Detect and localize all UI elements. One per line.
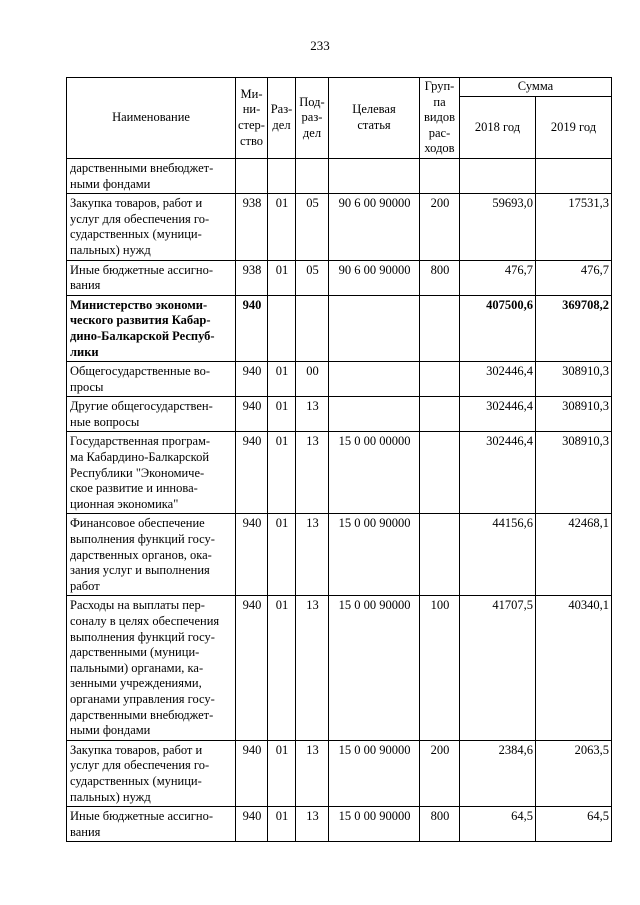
section-cell (268, 295, 296, 361)
sum-2019-cell: 369708,2 (536, 295, 612, 361)
name-cell: Расходы на выплаты пер- соналу в целях обеспечения выполнения функций госу- дарственными (муници- пальными) органами, ка- зенными учреждениями, органами управления госу- дарственными внебюджет- ными фондами (67, 596, 236, 740)
target-item-cell: 15 0 00 90000 (329, 514, 420, 596)
section-cell: 01 (268, 397, 296, 432)
name-cell: Иные бюджетные ассигно- вания (67, 260, 236, 295)
sum-2018-cell: 302446,4 (460, 432, 536, 514)
page-number: 233 (310, 38, 330, 53)
expense-group-cell (420, 295, 460, 361)
target-item-cell: 15 0 00 00000 (329, 432, 420, 514)
name-cell: Общегосударственные во- просы (67, 362, 236, 397)
ministry-cell: 938 (236, 194, 268, 260)
table-row (67, 362, 612, 397)
expense-group-cell: 100 (420, 596, 460, 740)
target-item-cell: 90 6 00 90000 (329, 194, 420, 260)
name-cell: дарственными внебюджет- ными фондами (67, 158, 236, 193)
sum-2019-cell: 64,5 (536, 807, 612, 842)
subsection-cell: 00 (296, 362, 329, 397)
sum-2019-cell: 17531,3 (536, 194, 612, 260)
ministry-cell: 940 (236, 397, 268, 432)
name-cell: Иные бюджетные ассигно- вания (67, 807, 236, 842)
expense-group-cell: 800 (420, 807, 460, 842)
subsection-cell: 13 (296, 596, 329, 740)
target-item-cell: 15 0 00 90000 (329, 596, 420, 740)
sum-2018-cell: 41707,5 (460, 596, 536, 740)
expense-group-cell (420, 432, 460, 514)
table-row (67, 295, 612, 361)
subsection-cell: 05 (296, 194, 329, 260)
header-2019: 2019 год (536, 97, 612, 159)
header-target-item: Целевая статья (329, 78, 420, 159)
table-row (67, 740, 612, 806)
header-subsection: Под- раз- дел (296, 78, 329, 159)
header-name: Наименование (67, 78, 236, 159)
subsection-cell: 13 (296, 397, 329, 432)
subsection-cell: 13 (296, 514, 329, 596)
target-item-cell: 15 0 00 90000 (329, 740, 420, 806)
sum-2018-cell: 59693,0 (460, 194, 536, 260)
ministry-cell (236, 158, 268, 193)
expense-group-cell: 200 (420, 740, 460, 806)
ministry-cell: 940 (236, 295, 268, 361)
header-ministry: Ми- ни- стер- ство (236, 78, 268, 159)
ministry-cell: 940 (236, 807, 268, 842)
sum-2019-cell: 308910,3 (536, 362, 612, 397)
name-cell: Другие общегосударствен- ные вопросы (67, 397, 236, 432)
table-row (67, 807, 612, 842)
table-row (67, 397, 612, 432)
header-2018: 2018 год (460, 97, 536, 159)
section-cell: 01 (268, 260, 296, 295)
sum-2018-cell: 476,7 (460, 260, 536, 295)
sum-2019-cell: 42468,1 (536, 514, 612, 596)
ministry-cell: 940 (236, 362, 268, 397)
name-cell: Закупка товаров, работ и услуг для обеспечения го- сударственных (муници- пальных) нужд (67, 740, 236, 806)
section-cell: 01 (268, 432, 296, 514)
subsection-cell: 13 (296, 807, 329, 842)
expense-group-cell: 800 (420, 260, 460, 295)
sum-2018-cell: 302446,4 (460, 397, 536, 432)
expense-group-cell (420, 397, 460, 432)
target-item-cell (329, 397, 420, 432)
expense-group-cell (420, 514, 460, 596)
section-cell (268, 158, 296, 193)
sum-2019-cell: 308910,3 (536, 397, 612, 432)
sum-2019-cell: 2063,5 (536, 740, 612, 806)
expense-group-cell (420, 362, 460, 397)
sum-2018-cell (460, 158, 536, 193)
subsection-cell: 05 (296, 260, 329, 295)
sum-2018-cell: 407500,6 (460, 295, 536, 361)
sum-2019-cell (536, 158, 612, 193)
table-row (67, 596, 612, 740)
sum-2018-cell: 2384,6 (460, 740, 536, 806)
name-cell: Министерство экономи- ческого развития Кабар- дино-Балкарской Респуб- лики (67, 295, 236, 361)
expense-group-cell: 200 (420, 194, 460, 260)
subsection-cell: 13 (296, 740, 329, 806)
ministry-cell: 940 (236, 596, 268, 740)
table-row (67, 194, 612, 260)
table-row (67, 514, 612, 596)
section-cell: 01 (268, 807, 296, 842)
sum-2018-cell: 64,5 (460, 807, 536, 842)
sum-2018-cell: 302446,4 (460, 362, 536, 397)
section-cell: 01 (268, 514, 296, 596)
expense-group-cell (420, 158, 460, 193)
name-cell: Государственная програм- ма Кабардино-Балкарской Республики "Экономиче- ское развитие и иннова- ционная экономика" (67, 432, 236, 514)
header-expense-group: Груп- па видов рас- ходов (420, 78, 460, 159)
header-section: Раз- дел (268, 78, 296, 159)
sum-2018-cell: 44156,6 (460, 514, 536, 596)
section-cell: 01 (268, 362, 296, 397)
target-item-cell (329, 295, 420, 361)
table-row (67, 432, 612, 514)
name-cell: Закупка товаров, работ и услуг для обеспечения го- сударственных (муници- пальных) нужд (67, 194, 236, 260)
ministry-cell: 938 (236, 260, 268, 295)
header-sum: Сумма (460, 78, 612, 97)
ministry-cell: 940 (236, 432, 268, 514)
ministry-cell: 940 (236, 740, 268, 806)
sum-2019-cell: 476,7 (536, 260, 612, 295)
table-row (67, 158, 612, 193)
budget-table (66, 77, 612, 842)
ministry-cell: 940 (236, 514, 268, 596)
subsection-cell: 13 (296, 432, 329, 514)
sum-2019-cell: 40340,1 (536, 596, 612, 740)
section-cell: 01 (268, 194, 296, 260)
table-row (67, 260, 612, 295)
target-item-cell (329, 362, 420, 397)
section-cell: 01 (268, 740, 296, 806)
target-item-cell: 15 0 00 90000 (329, 807, 420, 842)
target-item-cell (329, 158, 420, 193)
subsection-cell (296, 158, 329, 193)
section-cell: 01 (268, 596, 296, 740)
sum-2019-cell: 308910,3 (536, 432, 612, 514)
subsection-cell (296, 295, 329, 361)
name-cell: Финансовое обеспечение выполнения функций госу- дарственных органов, ока- зания услуг и выполнения работ (67, 514, 236, 596)
target-item-cell: 90 6 00 90000 (329, 260, 420, 295)
